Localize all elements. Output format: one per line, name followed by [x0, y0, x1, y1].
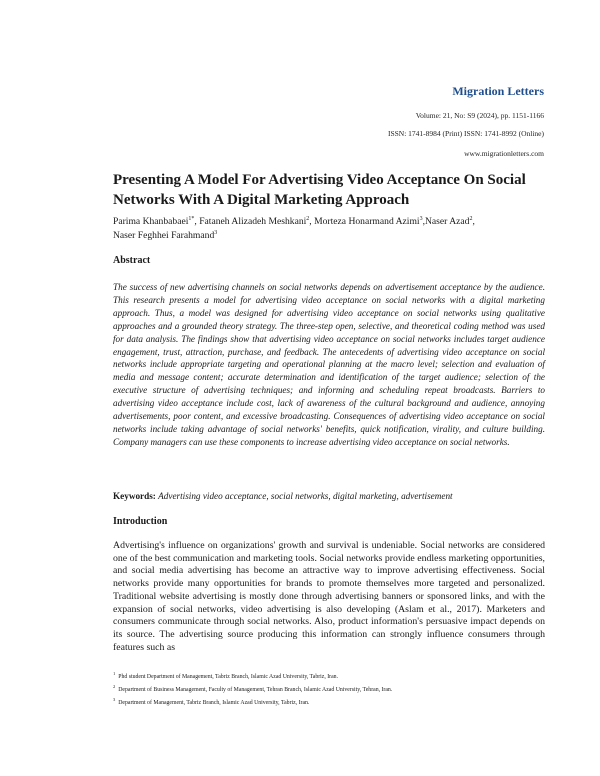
author-line-1: [113, 215, 553, 229]
author-name: Naser Feghhei Farahmand: [113, 230, 215, 241]
author-affiliation-mark: 3: [419, 215, 423, 222]
author-separator: ,: [194, 216, 200, 227]
author-separator: ,: [472, 216, 475, 227]
paper-title: Presenting A Model For Advertising Video Acceptance On Social Networks With A Digital Marketing Approach: [113, 172, 526, 208]
introduction-heading: Introduction: [113, 516, 168, 527]
author-name: Morteza Honarmand Azimi: [314, 216, 420, 227]
author-name: Naser Azad: [425, 216, 470, 227]
footnote: [113, 699, 553, 707]
author-separator: ,: [309, 216, 315, 227]
abstract-text: The success of new advertising channels on social networks depends on advertisement acceptance by the audience. This research presents a model for advertising video acceptance on social networks with a digital marketing approach. Thus, a model was designed for advertising video acceptance on social networks using qualitative approaches and a grounded theory strategy. The three-step open, selective, and theoretical coding method was used for data analysis. The findings show that advertising video acceptance on social networks includes target audience engagement, trust, attraction, purchase, and feedback. The antecedents of advertising video acceptance on social networks include appropriate targeting and operational planning at the macro level; selection and evaluation of media and message content; accurate determination and identification of the target audience; selection of the executive structure of advertising techniques; and informing and scheduling repeat broadcasts. Barriers to advertising video acceptance include cost, lack of awareness of the cultural background and audience, annoying advertisements, poor content, and excessive broadcasting. Consequences of advertising video acceptance on social networks include taking advantage of social networks' benefits, quick notification, virality, and culture building. Company managers can use these components to increase advertising video acceptance on social networks.: [113, 282, 545, 447]
footnote-number: 2: [113, 684, 116, 690]
author-affiliation-mark: 1*: [188, 215, 195, 222]
author-affiliation-mark: 2: [469, 215, 473, 222]
footnote-text: Department of Business Management, Faculty of Management, Tehran Branch, Islamic Azad University, Tehran, Iran.: [118, 687, 393, 693]
website-link[interactable]: www.migrationletters.com: [464, 149, 544, 158]
author-list: [113, 215, 553, 243]
footnotes: [113, 673, 553, 712]
author-affiliation-mark: 2: [306, 215, 310, 222]
volume-info: Volume: 21, No: S9 (2024), pp. 1151-1166: [415, 111, 544, 120]
footnote-text: Department of Management, Tabriz Branch, Islamic Azad University, Tabriz, Iran.: [118, 700, 310, 706]
footnote: [113, 686, 553, 694]
keywords-label: Keywords:: [113, 491, 156, 501]
journal-name: Migration Letters: [452, 84, 544, 98]
author-name: Fataneh Alizadeh Meshkani: [199, 216, 307, 227]
introduction-text: Advertising's influence on organizations' growth and survival is undeniable. Social networks are considered one of the best communication and marketing tools. Social networks provide endless marketing opportunities, and social media advertising has become an attractive way to improve advertising effectiveness. Social networks provide many opportunities for brands to promote themselves more targeted and personalized. Traditional website advertising is mostly done through advertising banners or sponsored links, and with the expansion of social networks, video advertising is also developing (Aslam et al., 2017). Marketers and consumers communicate through social networks. Also, product information's persuasive impact depends on its source. The advertising source producing this information can strongly influence consumers through features such as: [113, 540, 545, 653]
footnote-number: 1: [113, 671, 116, 677]
author-line-2: [113, 229, 553, 243]
author-name: Parima Khanbabaei: [113, 216, 189, 227]
author-affiliation-mark: 3: [214, 229, 218, 236]
keywords-text: Advertising video acceptance, social networks, digital marketing, advertisement: [158, 491, 453, 501]
footnote-text: Phd student Department of Management, Tabriz Branch, Islamic Azad University, Tabriz, Iran.: [118, 674, 339, 680]
keywords: [113, 491, 553, 501]
issn-info: ISSN: 1741-8984 (Print) ISSN: 1741-8992 (Online): [387, 129, 544, 138]
abstract-heading: Abstract: [113, 255, 151, 266]
footnote: [113, 673, 553, 681]
author-separator: ,: [422, 216, 425, 227]
footnote-number: 3: [113, 697, 116, 703]
